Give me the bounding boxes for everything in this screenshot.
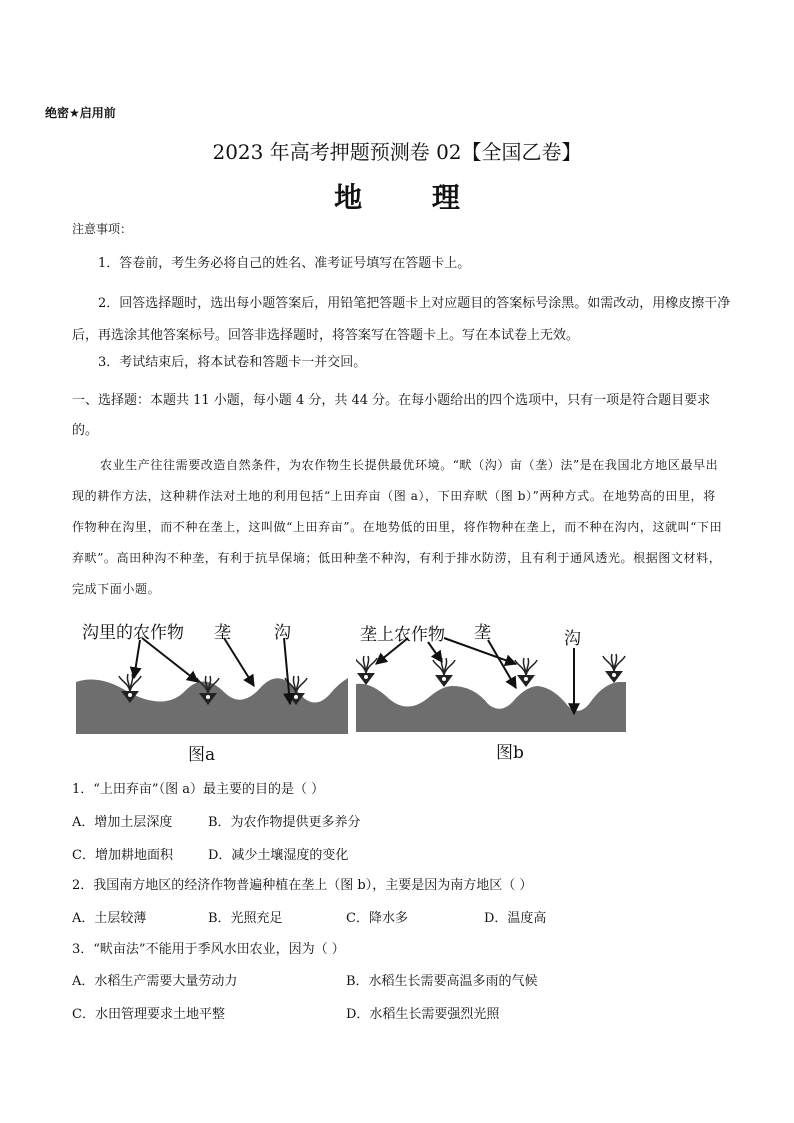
figure-a-ditch-label: 沟 — [274, 623, 291, 643]
figure-b-ditch-label: 沟 — [564, 629, 581, 649]
confidential-mark: 绝密★启用前 — [45, 106, 116, 120]
note-item: 1．答卷前，考生务必将自己的姓名、准考证号填写在答题卡上。 — [98, 256, 471, 271]
figure-a — [76, 612, 348, 764]
figure-b-crop-label: 垄上农作物 — [360, 625, 445, 645]
arrow — [224, 638, 254, 686]
section-instructions: 一、选择题：本题共 11 小题，每小题 4 分，共 44 分。在每小题给出的四个选项中，只有一项是符合题目要求的。 — [72, 393, 711, 438]
figure-b-ridge-label: 垄 — [474, 623, 491, 643]
question-2-option-a: A．土层较薄 — [72, 911, 147, 926]
question-1-option-d: D．减少土壤湿度的变化 — [208, 848, 349, 863]
figure-b-caption: 图b — [496, 743, 524, 763]
arrow — [428, 642, 442, 662]
question-1-stem: 1．“上田弃亩”（图 a）最主要的目的是（ ） — [72, 782, 325, 797]
question-1-option-a: A．增加土层深度 — [72, 815, 173, 830]
crop-icon — [356, 656, 377, 685]
reading-passage: 农业生产往往需要改造自然条件，为农作物生长提供最优环境。“畎（沟）亩（垄）法”是在我国北方地区最早出现的耕作方法，这种耕作法对土地的利用包括“上田弃亩（图 a），下田弃畎（图 b）”两种方式。在地势高的田里，将作物种在沟里，而不种在垄上，这叫做“上田弃亩”。在地势低的田里，将作物种在垄上，而不种在沟内，这就叫“下田弃畎”。高田种沟不种垄，有利于抗旱保墒；低田种垄不种沟，有利于排水防涝，且有利于通风透光。根据图文材料，完成下面小题。 — [72, 458, 723, 596]
question-2-option-b: B．光照充足 — [208, 911, 283, 926]
soil-profile — [356, 682, 626, 732]
question-2-stem: 2．我国南方地区的经济作物普遍种植在垄上（图 b），主要是因为南方地区（ ） — [72, 878, 533, 893]
question-1-option-c: C．增加耕地面积 — [72, 848, 173, 863]
question-2-option-d: D．温度高 — [484, 911, 547, 926]
crop-icon — [433, 658, 455, 687]
figure-a-ridge-label: 垄 — [214, 623, 231, 643]
note-item: 3．考试结束后，将本试卷和答题卡一并交回。 — [98, 355, 367, 370]
arrow — [488, 640, 516, 688]
exam-title: 2023 年高考押题预测卷 02【全国乙卷】 — [212, 140, 582, 164]
notes-heading: 注意事项： — [72, 222, 133, 236]
question-3-option-d: D．水稻生长需要强烈光照 — [346, 1007, 500, 1022]
question-2-option-c: C．降水多 — [346, 911, 408, 926]
question-3-stem: 3．“畎亩法”不能用于季风水田农业，因为（ ） — [72, 942, 345, 957]
question-3-option-a: A．水稻生产需要大量劳动力 — [72, 974, 238, 989]
figure-b — [356, 612, 628, 764]
figure-a-caption: 图a — [188, 745, 216, 765]
arrow — [142, 638, 198, 682]
question-1-option-b: B．为农作物提供更多养分 — [208, 815, 361, 830]
arrow — [134, 640, 140, 678]
crop-icon — [515, 658, 537, 687]
figure-a-crop-label: 沟里的农作物 — [82, 623, 184, 643]
subject-title: 地 理 — [334, 181, 490, 214]
question-3-option-c: C．水田管理要求土地平整 — [72, 1007, 225, 1022]
crop-icon — [603, 654, 625, 683]
note-item: 2．回答选择题时，选出每小题答案后，用铅笔把答题卡上对应题目的答案标号涂黑。如需改动，用橡皮擦干净后，再选涂其他答案标号。回答非选择题时，将答案写在答题卡上。写在本试卷上无效。 — [72, 296, 731, 343]
question-3-option-b: B．水稻生长需要高温多雨的气候 — [346, 974, 538, 989]
